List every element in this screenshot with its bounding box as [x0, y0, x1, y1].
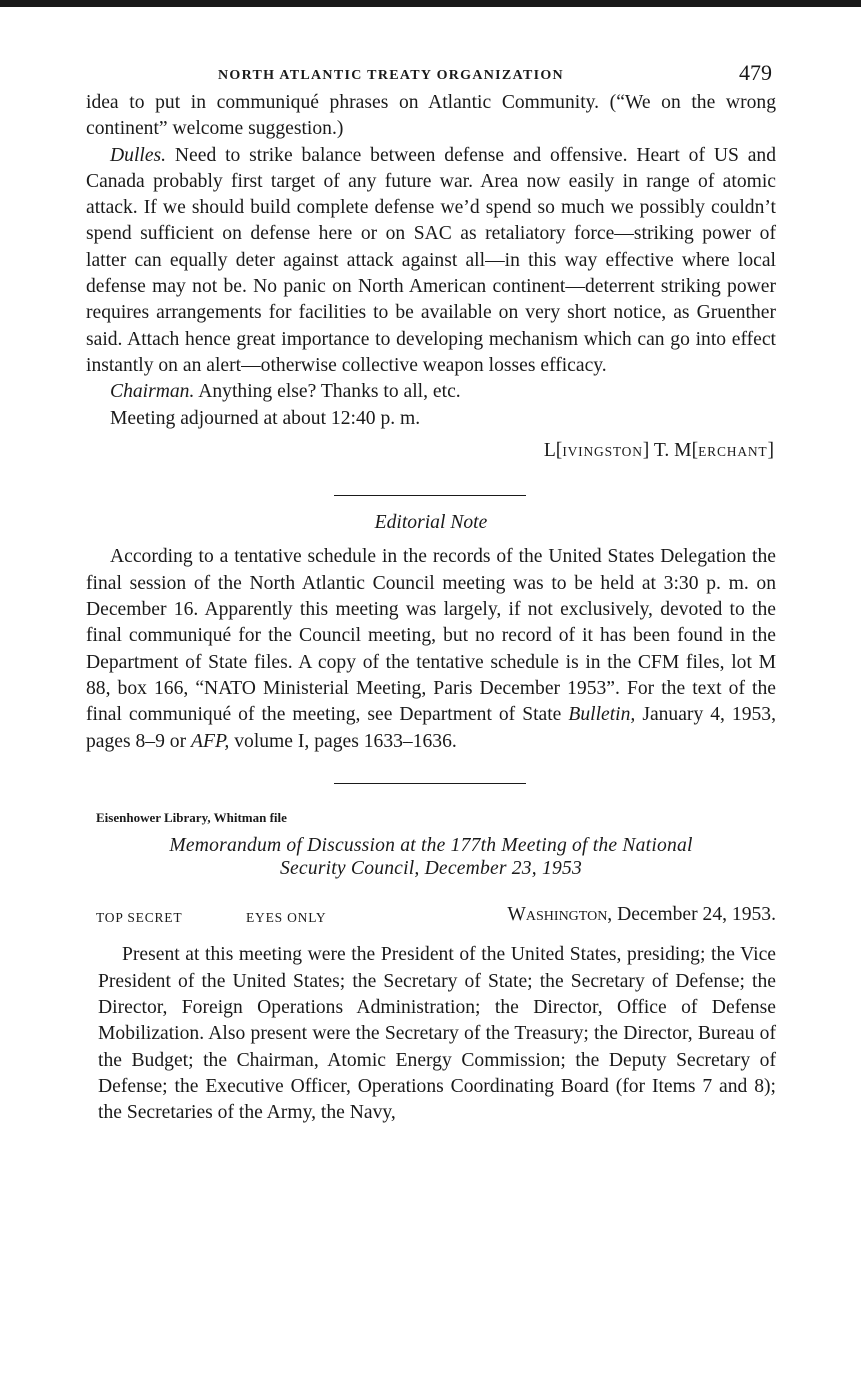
place-date: [507, 904, 776, 926]
present-paragraph: Present at this meeting were the President of the United States, presiding; the Vice President of the United States; the Secretary of State; the Secretary of Defense; the Director, Foreign Operations Administration; the Director, Office of Defense Mobilization. Also present were the Secretary of the Treasury; the Director, Bureau of the Budget; the Chairman, Atomic Energy Commission; the Deputy Secretary of Defense; the Executive Officer, Operations Coordinating Board (for Items 7 and 8); the Secretaries of the Army, the Navy,: [98, 944, 776, 1124]
editorial-note-text: [86, 544, 776, 754]
memo-title-line-2: Security Council, December 23, 1953: [280, 858, 582, 880]
adjourned-line: Meeting adjourned at about 12:40 p. m.: [110, 407, 421, 429]
signature-middle: ] T. M[: [642, 439, 699, 461]
handling-label: EYES ONLY: [246, 910, 327, 926]
signature-initial-l: L[: [543, 439, 563, 461]
source-note: Eisenhower Library, Whitman file: [96, 810, 287, 826]
editorial-note-title: Editorial Note: [374, 512, 488, 534]
signature-close: ]: [767, 439, 774, 461]
chairman-statement: Anything else? Thanks to all, etc.: [198, 381, 461, 403]
classification-label: TOP SECRET: [96, 910, 183, 926]
speaker-chairman: Chairman.: [110, 381, 195, 403]
dulles-statement: Need to strike balance between defense and offensive. Heart of US and Canada probably first target of any future war. Area now easily in range of atomic attack. If we should build complete defense we’d spend so much we possibly couldn’t spend sufficient on defense here or on SAC as retaliatory force—striking power of latter can equally deter against attack against all—in this way effective where local defense may not be. No panic on North American continent—deterrent striking power requires arrangements for facilities to be available on very short notice, as Gruenther said. Attach hence great importance to developing mechanism which can go into effect instantly on an alert—otherwise collective weapon losses efficacy.: [86, 144, 776, 376]
dulles-paragraph: [86, 143, 776, 380]
classification-line: [86, 904, 776, 934]
running-head: [86, 56, 776, 90]
editorial-note-bulletin: Bulletin,: [568, 704, 636, 726]
top-border: [0, 0, 861, 7]
editorial-note-afp: AFP,: [191, 730, 230, 752]
page-number: 479: [739, 60, 772, 85]
signature: [86, 438, 776, 465]
document-page: [86, 56, 776, 1127]
running-title: NORTH ATLANTIC TREATY ORGANIZATION: [218, 68, 564, 83]
place: Washington,: [507, 904, 613, 926]
memo-title-line-1: Memorandum of Discussion at the 177th Meeting of the National: [169, 835, 693, 857]
section-divider: [334, 495, 526, 497]
editorial-note-part-2: January 4, 1953, pages 8–9 or: [86, 704, 776, 752]
chairman-paragraph: [86, 379, 776, 405]
editorial-note-part-1: According to a tentative schedule in the records of the United States Delegation the final session of the North Atlantic Council meeting was to be held at 3:30 p. m. on December 16. Apparently this meeting was largely, if not exclusively, devoted to the final communiqué for the Council meeting, but no record of it has been found in the Department of State files. A copy of the tentative schedule is in the CFM files, lot M 88, box 166, “NATO Ministerial Meeting, Paris December 1953”. For the text of the final communiqué of the meeting, see Department of State: [86, 546, 776, 726]
continued-paragraph: idea to put in communiqué phrases on Atlantic Community. (“We on the wrong continent” welcome suggestion.): [86, 92, 776, 140]
signature-name-livingston: IVINGSTON: [562, 443, 643, 459]
speaker-dulles: Dulles.: [110, 144, 167, 166]
editorial-note-part-3: volume I, pages 1633–1636.: [234, 730, 457, 752]
memo-title: [86, 834, 776, 880]
section-divider-2: [334, 783, 526, 785]
memo-date: December 24, 1953.: [617, 904, 776, 926]
signature-name-merchant: ERCHANT: [698, 443, 768, 459]
